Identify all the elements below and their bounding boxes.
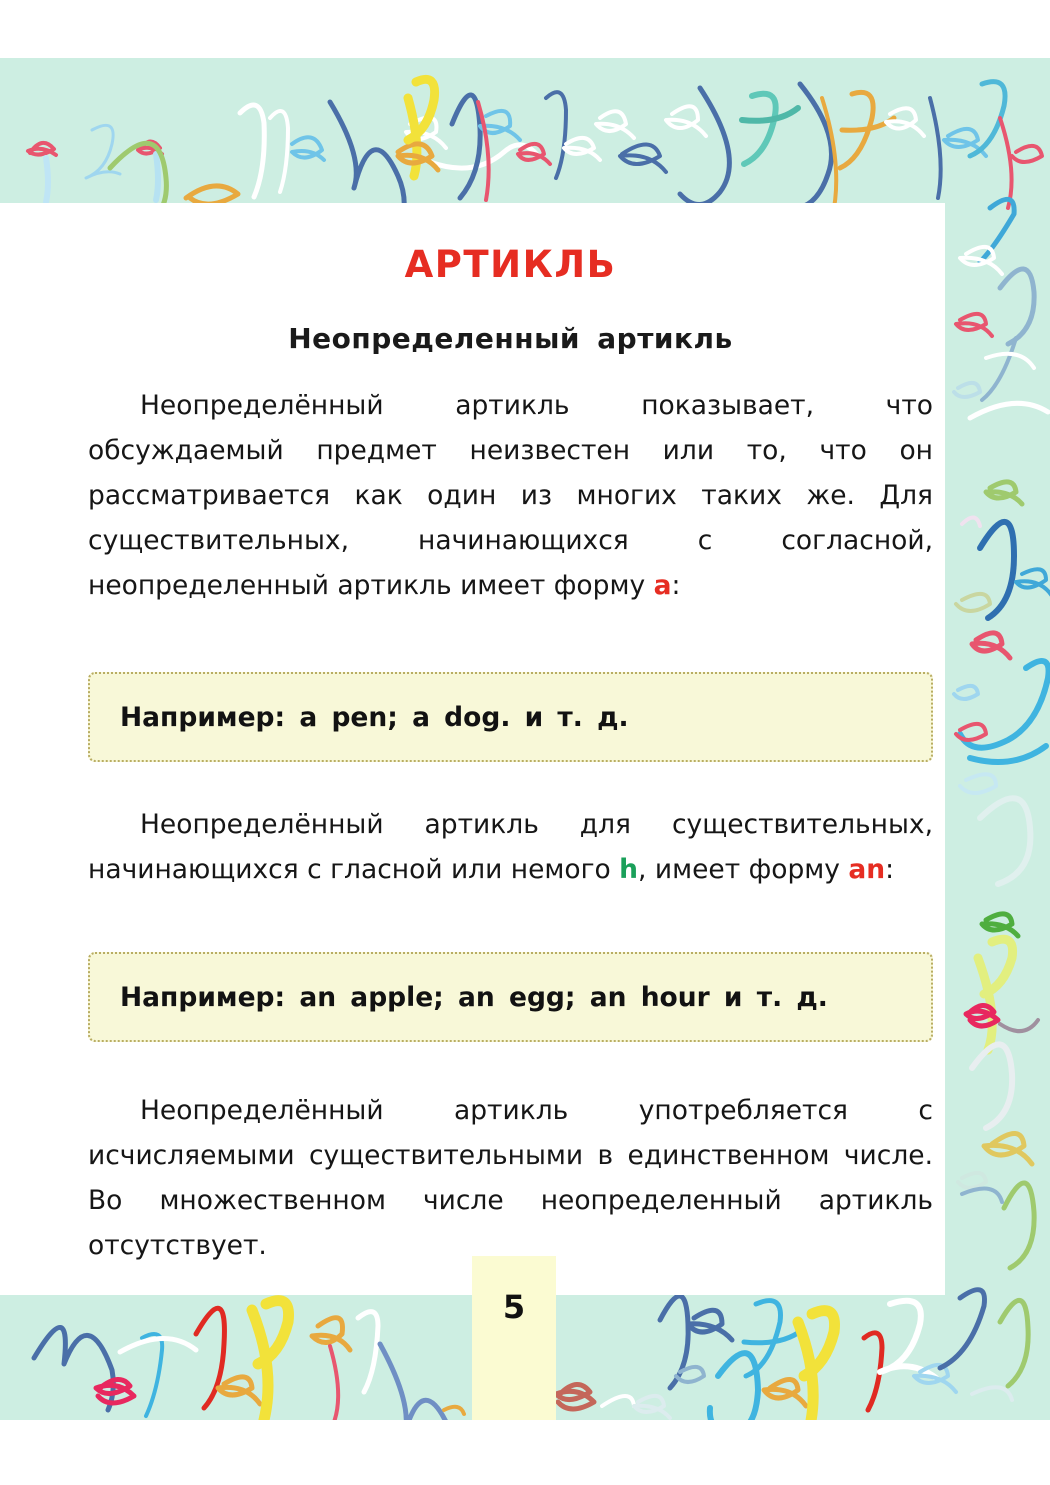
article-a-highlight: a — [653, 570, 672, 601]
paragraph-2-middle: , имеет форму — [638, 854, 849, 885]
example-box-1 — [88, 672, 933, 762]
section-subtitle: Неопределенный артикль — [288, 322, 733, 355]
article-an-highlight: an — [848, 854, 886, 885]
mute-h-highlight: h — [619, 854, 639, 885]
spacer-1 — [88, 762, 933, 800]
paragraph-2 — [88, 800, 933, 892]
paragraph-3: Неопределённый артикль употребляется с исчисляемыми существительными в единственном числе. Во множественном числе неопределенный артикль отсутствует. — [88, 1095, 933, 1261]
example-2-text: Например: an apple; an egg; an hour и т. д. — [120, 981, 828, 1013]
page-number: 5 — [502, 1288, 526, 1326]
page-title: АРТИКЛЬ — [404, 243, 617, 286]
paragraph-1 — [88, 355, 933, 608]
spacer-2 — [88, 1042, 933, 1086]
paragraph-1-text: Неопределённый артикль показывает, что обсуждаемый предмет неизвестен или то, что он рассматривается как один из многих таких же. Для существительных, начинающихся с согласной, неопределенный артикль имеет форму — [88, 390, 933, 601]
example-box-2 — [88, 952, 933, 1042]
paragraph-2-text: Неопределённый артикль для существительных, начинающихся с гласной или немого — [88, 809, 933, 885]
paragraph-2-suffix: : — [885, 854, 895, 885]
example-1-text: Например: a pen; a dog. и т. д. — [120, 701, 629, 733]
content-column — [88, 203, 933, 1295]
page-number-tab — [472, 1256, 556, 1420]
paragraph-1-suffix: : — [671, 570, 681, 601]
content-card — [0, 203, 945, 1295]
